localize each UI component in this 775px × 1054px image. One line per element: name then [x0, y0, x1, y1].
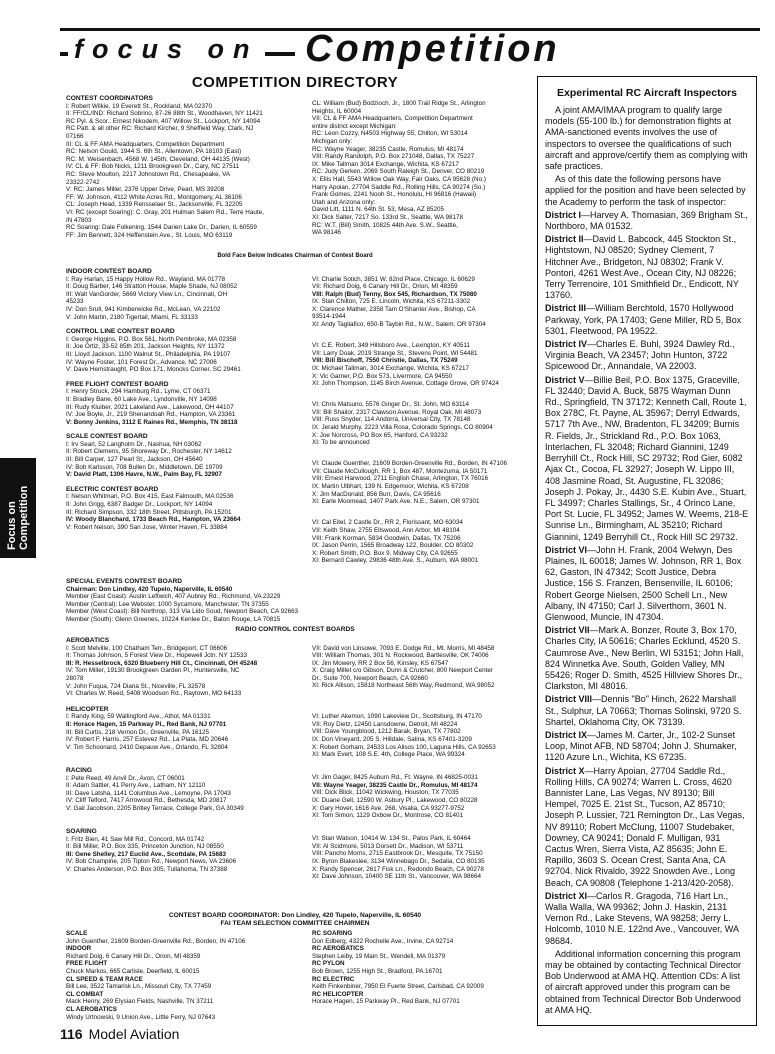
coordinators-heading: CONTEST COORDINATORS [66, 95, 153, 102]
coordinator-line: Frank Gomes, 2241 Nooh St., Honolulu, HI 96816 (Hawaii) [312, 191, 477, 199]
board-member: VI: Cal Eitel, 2 Castle Dr., RR 2, Florissant, MO 63034 [312, 519, 463, 527]
district-inspectors: —William Berchtold, 1570 Hollywood Parkway, York, PA 17403; Gene Miller, RD 5, Box 5301, Fleetwood, PA 19522. [545, 303, 742, 336]
board-member: VI: Claude Guenther, 21609 Borden-Greenville Rd., Borden, IN 47106 [312, 460, 507, 468]
board-member: III: Lloyd Jackson, 1100 Walnut St., Philadelphia, PA 19107 [66, 350, 231, 358]
fai-chairman: Chuck Markos, 665 Carlisle, Deerfield, IL 60015 [66, 967, 200, 975]
district-entry [545, 766, 749, 889]
rc-board-member: IX: Byron Blakeslee, 3134 Winnebago Dr., Sedalia, CO 80135 [312, 858, 485, 866]
board-title: FREE FLIGHT CONTEST BOARD [66, 380, 169, 388]
rc-board-member: VI: Jim Gager, 8425 Auburn Rd., Ft. Wayne, IN 46825-0031 [312, 774, 479, 782]
board-member: VIII: Russ Snyder, 114 Andorra, Universal City, TX 78148 [312, 416, 471, 424]
publication-name: Model Aviation [88, 1026, 180, 1042]
board-member: VII: Keith Shaw, 2755 Ellswood, Ann Arbor, MI 48104 [312, 526, 460, 534]
rc-boards-right [312, 635, 534, 887]
inspectors-sidebar [537, 76, 757, 1026]
fai-chairman: Keith Finkenbiner, 7950 El Fuerte Street, Carlsbad, CA 92009 [312, 983, 484, 991]
board-member: IV: Woody Blanchard, 1733 Beach Rd., Hampton, VA 23664 [66, 516, 241, 524]
coordinator-line: WA 98146 [312, 229, 341, 237]
coordinator-line: CONTEST BOARD COORDINATOR: Don Lindley, 420 Tupelo, Naperville, IL 60540 [168, 912, 422, 919]
coordinator-line: RC: Nelson Gould, 1944 S. 6th St., Allentown, PA 18103 (East) [66, 148, 242, 156]
sidebar-intro-1: A joint AMA/IMAA program to qualify large models (55-100 lb.) for demonstration flights at AMA-sanctioned events involves the use of inspectors to oversee the qualifications of such aircraft and approve/certify them as complying with safe practices. [545, 105, 748, 172]
spacer [312, 704, 534, 714]
board-member: V: John Martin, 2180 Tigertail, Miami, FL 33133 [66, 313, 198, 321]
district-entry [545, 891, 749, 947]
coordinator-line: I: Robert Wilkie, 19 Everett St., Rockland, MA 02370 [66, 102, 212, 110]
board-member: IV: Don Srull, 941 Kimberwicke Rd., McLean, VA 22102 [66, 305, 221, 313]
fai-chairman: Horace Hagen, 15 Parkway Pl., Red Bank, NJ 07701 [312, 998, 460, 1006]
special-events-member: Member (South): Glenn Greenes, 10224 Kenlee Dr., Baton Rouge, LA 70815 [66, 615, 281, 623]
district-label: District XI [545, 890, 588, 901]
special-events-member: Member (West Coast): Bill Northrop, 313 Via Lido Soud, Newport Beach, CA 92663 [66, 608, 299, 616]
bold-face-note: Bold Face Below Indicates Chairman of Contest Board [217, 253, 373, 259]
coordinator-line: VIII: Randy Randolph, P.O. Box 271048, Dallas, TX 75227 [312, 153, 475, 161]
fai-chairman: Stephen Leiby, 19 Main St., Wendell, MA 01379 [312, 952, 446, 960]
rc-board-member: VI: Charles W. Reed, 5408 Woodson Rd., Raytown, MO 64133 [66, 690, 242, 698]
board-member: VII: Claude McCullough, RR 1, Box 487, Montezuma, IA 50171 [312, 467, 488, 475]
rc-board-member: II: Adam Sattler, 41 Perry Ave., Latham, NY 12110 [66, 782, 206, 790]
rc-board-member: X: Gary Hover, 1616 Ave. 268, Visalia, CA 93277-9752 [312, 804, 465, 812]
section-banner [60, 28, 760, 72]
banner-competition: Competition [305, 28, 560, 70]
district-label: District V [545, 374, 585, 385]
spacer [66, 698, 311, 704]
special-events-member: Chairman: Don Lindley, 420 Tupelo, Naperville, IL 60540 [66, 585, 233, 593]
coordinator-line: III: CL & FF AMA Headquarters, Competition Department [66, 140, 225, 148]
rc-board-member: VII: David von Linsowe, 7093 E. Dodge Rd., Mt. Morris, MI 48458 [312, 644, 495, 652]
board-member: VI: Chris Matsuno, 5576 Ginger Dr., St. John, MO 63114 [312, 401, 470, 409]
board-member: X: Clarence Mather, 2358 Tam O'Shanter Ave., Bishop, CA [312, 305, 476, 313]
board-title: SCALE CONTEST BOARD [66, 433, 148, 441]
board-member: X: Vic Garner, P.O. Box 573, Livermore, CA 94550 [312, 372, 453, 380]
rc-board-member: III: R. Hesselbrock, 6320 Blueberry Hill Ct., Cincinnati, OH 45248 [66, 659, 258, 667]
rc-board-member: II: Thomas Johnson, 5 Forest View Dr., Hopewell Jctn. NY 12533 [66, 652, 247, 660]
board-member: V: Robert Nelson, 390 San Jose, Winter Haven, FL 33884 [66, 523, 228, 531]
spacer [66, 531, 311, 536]
rc-board-member: I: Pete Reed, 49 Anvil Dr., Avon, CT 06001 [66, 774, 185, 782]
rc-board-member: I: Randy King, 59 Wallingford Ave., Athol, MA 01331 [66, 713, 211, 721]
rc-board-member: 28078 [66, 674, 84, 682]
coordinator-line: IX: Mike Tallman 3014 Exchange, Wichita, KS 67217 [312, 160, 459, 168]
board-member: III: Richard Simpson, 332 18th Street, Pittsburgh, PA 15201 [66, 508, 232, 516]
board-member: III: Bill Carper, 127 Pearl St., Jackson, OH 45640 [66, 456, 203, 464]
district-inspectors: —Mark A. Bonzer, Route 3, Box 170, Charles City, IA 50616; Charles Ecklund, 4520 S. Caumrose Ave., New Berlin, WI 53151; John Hall, 824 Winnetka Ave. South, Golden Valley, MN 55426; Roger D. Smith, 4525 Hillview Shores Dr., Clarkston, MI 48016. [545, 625, 744, 692]
board-member: XI: To be announced [312, 439, 370, 447]
district-entry [545, 625, 749, 692]
board-member: IV: Wayne Foster, 101 Forest Dr., Advance, NC 27006 [66, 358, 217, 366]
board-member: XI: John Thompson, 1145 Birch Avenue, Cottage Grove, OR 97424 [312, 380, 499, 388]
district-entry [545, 303, 749, 337]
rc-board-title: RACING [66, 766, 93, 774]
spacer [312, 392, 534, 402]
district-inspectors: —David L. Babcock, 445 Stockton St., Hightstown, NJ 08520; Sydney Clement, 7 Hitchner Ave., Bridgeton, NJ 08302; Frank V. Pontori, 4261 West Ave., Ocean City, NJ 08226; Terry Terrenoire, 101 Smithfield Dr., Endicott, NY 13760. [545, 234, 739, 301]
rc-board-member: XI: Rick Allison, 15818 Northeast 56th Way, Redmond, WA 98052 [312, 682, 495, 690]
coordinator-line: 23322-2742 [66, 178, 100, 186]
spacer [312, 826, 534, 836]
board-member: X: Joe Norcross, PO Box 65, Hanford, CA 93232 [312, 431, 448, 439]
spacer [66, 874, 311, 888]
fai-chairman: Bob Brown, 1255 High St., Bradford, PA 16701 [312, 967, 443, 975]
spacer [66, 751, 311, 765]
side-tab [0, 458, 36, 558]
rc-board-title: HELICOPTER [66, 705, 109, 713]
page-footer [60, 1026, 179, 1042]
district-inspectors: —Charles E. Buhl, 3924 Dawley Rd., Virginia Beach, VA 23457; John Hunton, 3722 Spicewood Dr., Annandale, VA 22003. [545, 339, 735, 372]
spacer [312, 881, 534, 887]
board-member: IX: Martin Ulbhart, 139 N. Edgemoor, Wichita, KS 67208 [312, 483, 469, 491]
directory-title: COMPETITION DIRECTORY [191, 74, 399, 91]
spacer [312, 510, 534, 520]
fai-heading: FAI TEAM SELECTION COMMITTEE CHAIRMEN [220, 920, 370, 927]
rc-boards-heading: RADIO CONTROL CONTEST BOARDS [235, 626, 355, 633]
coordinator-line: FF: W. Johnson, 4112 White Acres Rd., Montgomery, AL 36106 [66, 193, 242, 201]
rc-board-member: VIII: Dave Youngblood, 1212 Barak, Bryan, TX 77802 [312, 728, 461, 736]
district-inspectors: —James M. Carter, Jr., 102-2 Sunset Loop, Minot AFB, ND 58704; John J. Shumaker, 1120 Azure Ln., Wichita, KS 67235. [545, 729, 737, 763]
coordinator-line: RC: M. Weisenbach, 4568 W. 145th, Cleveland, OH 44135 (West) [66, 155, 250, 163]
fai-category: CL SPEED & TEAM RACE [66, 975, 143, 983]
district-label: District VII [545, 625, 590, 636]
coordinator-line: Michigan only: [312, 137, 353, 145]
rc-board-member: IV: Bob Champine, 205 Tipton Rd., Newport News, VA 23606 [66, 858, 237, 866]
coordinator-line: X: Ellis Hall, 5543 Willow Oak Way, Fair Oaks, CA 95628 (No.) [312, 175, 486, 183]
district-label: District VI [545, 544, 588, 555]
coordinator-line: Heights, IL 60004 [312, 107, 362, 115]
district-inspectors: —Billie Beil, P.O. Box 1375, Graceville, FL 32440; David A. Buck, 5875 Wayman Dunn Rd., Springfield, TN 37172; Kenneth Call, Route 1, Box 278C, Ft. Payne, AL 35967; Derryl Edwards, 5717 7th Ave., NW, Bradenton, FL 34209; Burnis R. Fields, Jr., Strickland Rd., P.O. Box 1063, Interlachen, FL 32048; Richard Giannini, 1249 Berryhill Ct., Rock Hill, SC 29732; Rod Gier, 6082 Ajax Ct., Cocoa, FL 32927; Joseph W. Lippo III, 408 Jasmine Road, St. Augustine, FL 32086; Joseph J. Pokay, Jr., 4430 S.E. Kubin Ave., Stuart, FL 34997; Charles Stallings, Sr., 4 Orinco Lane, Port St. Lucie, FL 34952; James W. Weems, 218-E Sunrise Ln., Birmingham, AL 35210; Richard Giannini, 1249 Berryhill Ct., Rock Hill SC 29732. [545, 374, 749, 542]
board-member: X: Jim MacDonald, 856 Burr, Davis, CA 95616 [312, 490, 441, 498]
board-member: IX: Michael Tallman, 3014 Exchange, Wichita, KS 67217 [312, 364, 470, 372]
rc-board-member: II: Bill Miller, P.O. Box 335, Princeton Junction, NJ 08550 [66, 843, 224, 851]
district-entry [545, 545, 749, 623]
rc-board-member: III: Dave Latsha, 1141 Columbus Ave., Lemoyne, PA 17043 [66, 789, 231, 797]
fai-category: FREE FLIGHT [66, 960, 108, 968]
coordinator-line: RC: Wayne Yeager, 38235 Castle, Romulus, MI 48174 [312, 145, 464, 153]
board-member: IV: Bob Karlsson, 708 Bullen Dr., Middletown, DE 19709 [66, 463, 223, 471]
rc-board-title: SOARING [66, 828, 97, 836]
rc-board-member: XI: Dave Johnson, 10400 SE 11th St., Vancouver, WA 98664 [312, 873, 481, 881]
district-label: District X [545, 765, 585, 776]
sidebar-intro-2: As of this date the following persons have applied for the position and have been selected by the Academy to perform the task of inspector: [545, 174, 746, 207]
rc-board-member: IV: Cliff Telford, 7417 Arrowood Rd., Bethesda, MD 20817 [66, 797, 227, 805]
rc-board-member: II: Horace Hagen, 15 Parkway Pl., Red Bank, NJ 07701 [66, 720, 227, 728]
fai-chairman: Windy Urtnowski, 9 Union Ave., Little Ferry, NJ 07643 [66, 1013, 216, 1021]
board-member: XI: Earle Moomead, 1407 Park Ave. N.E., Salem, OR 97301 [312, 498, 480, 506]
coordinator-line: RC: Steve Moulton, 2217 Johnstown Rd., Chesapeake, VA [66, 170, 231, 178]
fai-category: RC HELICOPTER [312, 990, 364, 998]
spacer [312, 266, 534, 276]
district-inspectors: —Harry Apoian, 27704 Saddle Rd., Rolling Hills, CA 90274; Warren L. Cross, 4620 Bannister Lane, Las Vegas, NV 89130; Bill Hempel, 7025 E. 21st St., Tucson, AZ 85710; Joseph P. Lussier, 721 Remington Dr., Las Vegas, NV 89110; Robert McClung, 11007 Studebaker, Downey, CA 90241; Donald F. Mulligan, 931 Cactus Wren, Sierra Vista, AZ 85635; John E. Rapillo, 3603 S. Ocean Crest, Santa Ana, CA 92704. Nick Rivaldo, 3922 Snowden Ave., Long Beach, CA 90808 (Telephone 1-213/420-2058). [545, 765, 745, 888]
board-member: IX: Jason Perrin, 1565 Broadway 122, Boulder, CO 80302 [312, 542, 474, 550]
fai-category: CL AEROBATICS [66, 1005, 117, 1013]
banner-focus-on: focus on [68, 34, 265, 65]
rc-board-member: VIII: Dick Blick, 11042 Wickwing, Houston, TX 77035 [312, 789, 459, 797]
rc-board-member: I: Scott Melville, 100 Chatham Terr., Bridgeport, CT 06606 [66, 644, 228, 652]
coordinator-line: RC Patt. & all other RC: Richard Kircher, 9 Sheffield Way, Clark, NJ [66, 125, 254, 133]
board-member: XI: Andy Tagliafico, 650-B Taybin Rd., N.W., Salem, OR 97304 [312, 321, 486, 329]
board-member: X: Robert Smith, P.O. Box 9, Midway City, CA 92655 [312, 549, 458, 557]
fai-left [66, 930, 311, 1021]
board-member: VIII: Ernest Harwood, 2711 English Chase, Arlington, TX 76016 [312, 475, 489, 483]
board-title: INDOOR CONTEST BOARD [66, 268, 152, 275]
rc-board-member: X: Craig Millet c/o Gibson, Dunn & Crutcher, 800 Newport Center [312, 667, 493, 675]
spacer [66, 812, 311, 826]
district-entry [545, 694, 749, 728]
rc-board-member: IV: Robert F. Harris, 257 Estevez Rd., La Plata, MD 20646 [66, 736, 229, 744]
district-entry [545, 339, 749, 373]
rc-board-member: IX: Jim Mowery, RR 2 Box 56, Kinsley, KS 67547 [312, 659, 449, 667]
district-inspectors: —Dennis "Bo" Hinch, 2622 Marshall St., Sulphur, LA 70663; Thomas Solinski, 9720 S. Shartel, Oklahoma City, OK 73139. [545, 694, 742, 727]
board-member: VII: Richard Doig, 6 Canary Hill Dr., Orion, MI 48359 [312, 283, 458, 291]
sidebar-title: Experimental RC Aircraft Inspectors [557, 87, 737, 99]
coordinator-line: CL: Joseph Head, 1339 Rensselaer St., Jacksonville, FL 32205 [66, 201, 243, 209]
coordinator-line: V: RC: James Miller, 2376 Upper Drive, Pearl, MS 39208 [66, 186, 225, 194]
board-member: II: Joe Ortiz, 33-52 85th 201, Jackson Heights, NY 11372 [66, 343, 225, 351]
fai-chairman: Mack Henry, 269 Elysian Fields, Nashville, TN 37211 [66, 998, 214, 1006]
fai-category: INDOOR [66, 945, 92, 953]
coordinator-line: VII: CL & FF AMA Headquarters, Competition Department [312, 115, 473, 123]
rc-board-member: V: Gail Jacobson, 2205 Britley Terrace, College Park, GA 30349 [66, 804, 244, 812]
district-label: District III [545, 303, 587, 314]
side-tab-line1: Focus on [6, 501, 18, 550]
district-entry [545, 375, 749, 543]
board-member: IX: Stan Chilton, 725 E. Lincoln, Wichita, KS 67211-3302 [312, 298, 471, 306]
coordinator-line: XI: Dick Salter, 7217 So. 133rd St., Seattle, WA 98178 [312, 213, 463, 221]
coordinator-line: 07166 [66, 132, 84, 140]
fai-category: RC AEROBATICS [312, 945, 364, 953]
spacer [66, 426, 311, 431]
board-member: XI: Bernard Cawley, 29836 48th Ave. S., Auburn, WA 98001 [312, 557, 479, 565]
board-member: I: Ray Harlan, 15 Happy Hollow Rd., Wayland, MA 01778 [66, 275, 226, 283]
spacer [312, 635, 534, 645]
fai-category: RC SOARING [312, 930, 353, 937]
board-member: I: Henry Struck, 294 Hamburg Rd., Lyme, CT 06371 [66, 388, 211, 396]
rc-board-member: IX: Duane Gell, 12590 W. Asbury Pl., Lakewood, CO 80228 [312, 797, 478, 804]
rc-board-member: X: Robert Gorham, 24533 Los Alisos 100, Laguna Hills, CA 92653 [312, 743, 496, 751]
fai-chairman: Richard Doig, 6 Canary Hill Dr., Orion, MI 48359 [66, 952, 201, 960]
board-member: VI: C.E. Robert, 349 Hillsboro Ave., Lexington, KY 40511 [312, 342, 470, 350]
board-member: I: George Higgins, P.O. Box 561, North Pembroke, MA 02358 [66, 335, 237, 343]
coordinator-line: entire district except Michigan: [312, 122, 397, 130]
board-member: IV: Joe Boyle, Jr., 219 Shenandoah Rd., Hampton, VA 23361 [66, 411, 236, 419]
board-member: 93514-1944 [312, 313, 346, 321]
district-label: District IV [545, 339, 588, 350]
spacer [66, 321, 311, 326]
district-label: District VIII [545, 694, 593, 705]
rc-board-member: IV: Tom Miller, 19130 Brookgreen Garden Pl., Huntersville, NC [66, 667, 240, 675]
rc-boards-left [66, 635, 311, 887]
page-number: 116 [60, 1026, 83, 1042]
coordinator-line: CL: William (Bud) Bodzioch, Jr., 1800 Trail Ridge St., Arlington [312, 100, 486, 107]
board-member: V: Bonny Jenkins, 3112 E Raines Rd., Memphis, TN 38118 [66, 418, 238, 426]
board-member: II: Doug Barber, 146 Stratton House, Maple Shade, NJ 08052 [66, 283, 238, 291]
spacer [312, 765, 534, 775]
rc-board-member: VII: Wayne Yeager, 38235 Castle Dr., Romulus, MI 48174 [312, 781, 478, 789]
board-member: VIII: Frank Korman, 5834 Goodwin, Dallas, TX 75206 [312, 534, 461, 542]
spacer [66, 374, 311, 379]
fai-chairman: Don Edberg, 4322 Rochelle Ave., Irvine, CA 92714 [312, 937, 454, 945]
fai-right [312, 930, 534, 1006]
coordinator-line: FF: Jim Bennett, 324 Heffenstein Ave., St. Louis, MO 63119 [66, 231, 233, 239]
coordinators-right [312, 100, 534, 237]
district-inspectors: —John H. Frank, 2004 Welwyn, Des Plaines, IL 60018; James W. Johnson, RR 1, Box 62, Gaston, IN 47342; Scott Justice, Debra Justice, 156 S. Franzen, Bensenville, IL 60106; Robert George Nielsen, 2500 Schell Ln., New Albany, IN 47150; Carl J. Silverthorn, 3601 N. Glenwood, Muncie, IN 47304. [545, 544, 742, 622]
coordinator-line: Harry Apoian, 27704 Saddle Rd., Rolling Hills, CA 90274 (So.) [312, 183, 486, 191]
spacer [312, 451, 534, 461]
fai-category: CL COMBAT [66, 990, 104, 998]
coordinator-line: RC Pyl. & Scor.: Ernest Nikodem, 407 Willow St., Lockport, NY 14094 [66, 117, 261, 125]
coordinator-line: RC: W.T. (Bill) Smith, 10825 44th Ave. S.W., Seattle, [312, 221, 458, 229]
special-events-member: Member (East Coast): Austin Leftwich, 407 Aubrey Rd., Richmond, VA 23229 [66, 593, 281, 601]
district-inspectors: —Carlos R. Gragoda, 716 Hart Ln., Walla Walla, WA 99362; John J. Haskin, 2131 Vernon Rd., Lake Stevens, WA 98258; Jerry L. Holcomb, 1010 N.E. 122nd Ave., Vancouver, WA 98684. [545, 890, 739, 946]
rc-board-member: V: Charles Anderson, P.O. Box 305, Tullahoma, TN 37388 [66, 866, 228, 874]
board-member: I: Irv Searl, 52 Langholm Dr., Nashua, NH 03062 [66, 440, 202, 448]
rc-board-title: AEROBATICS [66, 637, 110, 644]
coordinator-line: II: FF/CL/IND: Richard Sobrino, 87-26 88th St., Woodhaven, NY 11421 [66, 110, 263, 118]
spacer [312, 690, 534, 704]
rc-board-member: X: Randy Spencer, 2617 Fisk Ln., Redondo Beach, CA 90278 [312, 865, 484, 873]
board-title: ELECTRIC CONTEST BOARD [66, 485, 159, 493]
district-label: District IX [545, 729, 588, 740]
district-label: District II [545, 234, 584, 245]
spacer [312, 565, 534, 569]
rc-board-member: VI: Luther Akemon, 1090 Lakeview Dr., Scottsburg, IN 47170 [312, 713, 482, 721]
coordinator-line: IN 47803 [66, 216, 92, 224]
special-events-board [66, 576, 526, 624]
coordinator-line: RC: Judy Gerken, 2069 South Raleigh St., Denver, CO 80219 [312, 168, 485, 176]
board-member: VII: Bill Shailor, 2317 Clawson Avenue, Royal Oak, MI 48073 [312, 408, 482, 416]
district-entry [545, 210, 749, 232]
board-member: VIII: Bill Bischoff, 7550 Christie, Dallas, TX 75249 [312, 357, 458, 365]
board-member: IX: Jerald Murphy, 2223 Villa Rosa, Colorado Springs, CO 80904 [312, 424, 493, 431]
board-member: II: Robert Clemens, 95 Shoreway Dr., Rochester, NY 14612 [66, 448, 232, 456]
rc-board-member: VIII: William Thomas, 301 N. Rockwood, Bartlesville, OK 74006 [312, 652, 489, 660]
sidebar-outro: Additional information concerning this program may be obtained by contacting Technical Director Bob Underwood at AMA HQ. Attention CDs: A list of aircraft approved under this program can be obtained from Technical Director Bob Underwood at AMA HQ. [545, 948, 741, 1015]
fai-chairman: Bill Lee, 3522 Tamarisk Ln., Missouri City, TX 77459 [66, 983, 212, 991]
rc-board-member: VII: Roy Dietz, 12450 Lansdowne, Detroit, MI 48224 [312, 720, 458, 728]
boards-right [312, 266, 534, 569]
coordinator-line: RC Soaring: Dale Folkening, 1544 Darien Lake Dr., Darien, IL 60559 [66, 224, 257, 232]
rc-board-member: V: Tim Schoonard, 2410 Depauw Ave., Orlando, FL 32804 [66, 743, 228, 751]
board-member: 45233 [66, 298, 84, 306]
coordinator-line: Utah and Arizona only: [312, 198, 376, 206]
fai-category: SCALE [66, 930, 88, 937]
district-inspectors: —Harvey A. Thomasian, 369 Brigham St., Northboro, MA 01532. [545, 209, 748, 232]
rc-board-member: XI: Mark Evert, 108 S.E. 4th, College Place, WA 99324 [312, 751, 465, 759]
coordinators-left [66, 93, 311, 239]
board-member: VII: Larry Doak, 2019 Strange St., Stevens Point, WI 54481 [312, 349, 478, 357]
board-member: II: Bradley Bane, 60 Lake Ave., Lyndonville, NY 14098 [66, 395, 217, 403]
coordinator-line: RC: Leon Cozzy, N4503 Highway 55, Chilton, WI 53014 [312, 130, 468, 138]
board-member: I: Nelson Whitman, P.O. Box 415, East Falmouth, MA 02536 [66, 493, 234, 501]
coordinator-line: IV: CL & FF: Bob Nicks, 1211 Brookgreen Dr., Cary, NC 27511 [66, 163, 240, 171]
rc-board-member: IX: Don Vineyard, 205 S. Hilldale, Salina, KS 67401-3209 [312, 735, 472, 743]
board-title: CONTROL LINE CONTEST BOARD [66, 328, 175, 336]
board-member: III: Rudy Kluiber, 2021 Lakeland Ave., Lakewood, OH 44107 [66, 403, 234, 411]
rc-board-member: VII: Al Scidmore, 5013 Dorsett Dr., Madison, WI 53711 [312, 842, 464, 850]
special-events-member: Member (Central): Lee Webster, 1000 Sycamore, Manchester, TN 37355 [66, 600, 269, 608]
side-tab-line2: Competition [18, 485, 30, 550]
district-entry [545, 234, 749, 301]
fai-category: RC PYLON [312, 960, 345, 968]
fai-category: RC ELECTRIC [312, 975, 355, 983]
coordinator-line: David Litt, 1111 N. 64th St. 53, Mesa, AZ 85205 [312, 206, 444, 214]
board-member: III: Walt VanGorder, 5669 Victory View Ln., Cincinnati, OH [66, 290, 228, 298]
board-member: VIII: Ralph (Bud) Tenny, Box 545, Richardson, TX 75080 [312, 290, 477, 298]
board-member: VI: Charlie Sotich, 3851 W. 82nd Place, Chicago, IL 60629 [312, 275, 475, 283]
district-label: District I [545, 209, 582, 220]
district-list [545, 210, 749, 947]
district-entry [545, 730, 749, 764]
fai-chairman: John Guenther, 21609 Borden-Greenville Rd., Borden, IN 47106 [66, 937, 246, 945]
rc-board-member: I: Fritz Bien, 41 Saw Mill Rd., Concord, MA 01742 [66, 835, 205, 843]
rc-board-member: V: John Fuqua, 724 Diana St., Niceville, FL 32578 [66, 682, 206, 690]
spacer [312, 333, 534, 343]
rc-board-member: Dr., Suite 700, Newport Beach, CA 92660 [312, 674, 428, 682]
spacer [66, 479, 311, 484]
rc-board-member: III: Gene Shelley, 217 Euclid Ave., Scottdale, PA 15683 [66, 850, 227, 858]
rc-board-member: III: Bill Curtis, 218 Vernon Dr., Greenville, PA 16125 [66, 728, 210, 736]
rc-board-member: XI: Tom Simon, 1129 Oxbow Dr., Montrose, CO 81401 [312, 812, 463, 820]
board-member: V: David Platt, 1306 Havre, N.W., Palm Bay, FL 32907 [66, 471, 222, 479]
coordinator-line: VI: RC (except Soaring): C. Gray, 201 Hulman Salem Rd., Terre Haute, [66, 208, 264, 216]
rc-board-member: VI: Stan Watson, 10414 W. 134 St., Palos Park, IL 60464 [312, 835, 471, 843]
special-events-title: SPECIAL EVENTS CONTEST BOARD [66, 578, 183, 585]
rc-board-member: VIII: Pancho Morris, 2715 Eastbrook Dr., Mesquite, TX 75150 [312, 850, 483, 858]
boards-left [66, 266, 311, 536]
board-member: II: John Grigg, 6387 Badger Dr., Lockport, NY 14094 [66, 501, 213, 509]
board-member: V: Dave Hemstraught, PO Box 171, Moncks Corner, SC 29461 [66, 366, 241, 374]
